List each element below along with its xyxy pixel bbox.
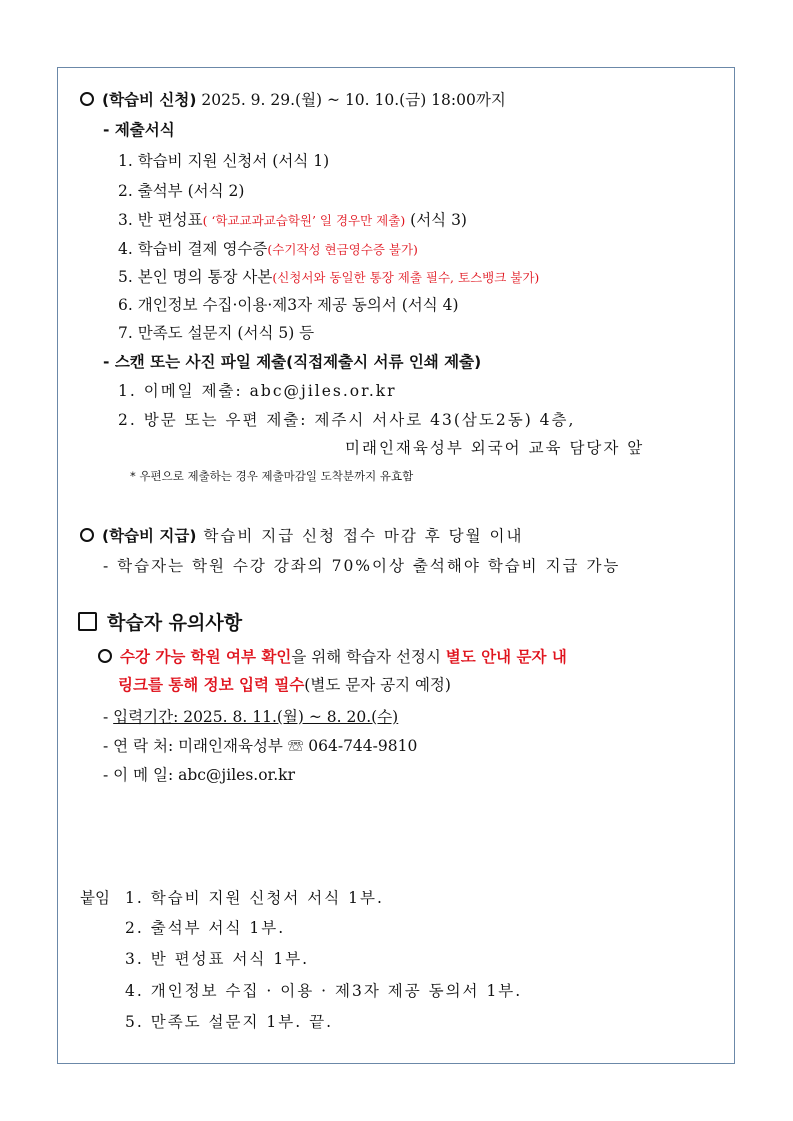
- attachment-label: 붙임: [80, 889, 110, 907]
- scan-heading: - 스캔 또는 사진 파일 제출(직접제출시 서류 인쇄 제출): [103, 353, 482, 371]
- email-line: - 이 메 일: abc@jiles.or.kr: [103, 766, 295, 784]
- attachment-item: 4. 개인정보 수집 · 이용 · 제3자 제공 동의서 1부.: [125, 982, 523, 1000]
- submit-method: 1. 이메일 제출: abc@jiles.or.kr: [118, 382, 397, 400]
- circle-bullet-icon: [80, 528, 94, 542]
- form-note: ( ‘학교교과교습학원’ 일 경우만 제출): [202, 213, 406, 228]
- form-item: 4. 학습비 결제 영수증(수기작성 현금영수증 불가): [118, 240, 418, 258]
- payment-title: (학습비 지급): [102, 527, 197, 545]
- payment-desc: 학습비 지급 신청 접수 마감 후 당월 이내: [203, 527, 524, 545]
- application-heading: [80, 89, 506, 111]
- form-item: 2. 출석부 (서식 2): [118, 182, 245, 200]
- form-item: 5. 본인 명의 통장 사본(신청서와 동일한 통장 제출 필수, 토스뱅크 불가): [118, 268, 540, 286]
- forms-heading: - 제출서식: [103, 121, 175, 139]
- notes-item-cont: 링크를 통해 정보 입력 필수(별도 문자 공지 예정): [118, 676, 451, 694]
- notes-item: 수강 가능 학원 여부 확인을 위해 학습자 선정시 별도 안내 문자 내: [98, 646, 567, 668]
- input-period: - 입력기간: 2025. 8. 11.(월) ~ 8. 20.(수): [103, 708, 399, 726]
- payment-heading: [80, 525, 523, 547]
- application-title: (학습비 신청): [102, 91, 197, 109]
- form-item: 6. 개인정보 수집·이용·제3자 제공 동의서 (서식 4): [118, 296, 459, 314]
- mail-note: * 우편으로 제출하는 경우 제출마감일 도착분까지 유효함: [130, 469, 414, 483]
- form-item: 7. 만족도 설문지 (서식 5) 등: [118, 324, 315, 342]
- form-note: (수기작성 현금영수증 불가): [267, 242, 418, 257]
- notes-heading: [78, 612, 242, 634]
- form-note: (신청서와 동일한 통장 제출 필수, 토스뱅크 불가): [272, 270, 540, 285]
- address-continuation: 미래인재육성부 외국어 교육 담당자 앞: [345, 439, 645, 457]
- attachment-item: 1. 학습비 지원 신청서 서식 1부.: [125, 889, 384, 907]
- payment-condition: - 학습자는 학원 수강 강좌의 70%이상 출석해야 학습비 지급 가능: [103, 557, 621, 575]
- notes-title: 학습자 유의사항: [107, 612, 243, 634]
- circle-bullet-icon: [98, 649, 112, 663]
- contact-line: - 연 락 처: 미래인재육성부 ☏ 064-744-9810: [103, 737, 418, 755]
- attachment-item: 3. 반 편성표 서식 1부.: [125, 950, 310, 968]
- form-item: 3. 반 편성표( ‘학교교과교습학원’ 일 경우만 제출) (서식 3): [118, 211, 467, 229]
- submit-method: 2. 방문 또는 우편 제출: 제주시 서사로 43(삼도2동) 4층,: [118, 411, 576, 429]
- attachment-item: 5. 만족도 설문지 1부. 끝.: [125, 1013, 333, 1031]
- application-period: 2025. 9. 29.(월) ~ 10. 10.(금) 18:00까지: [201, 91, 506, 109]
- attachment-item: 2. 출석부 서식 1부.: [125, 919, 286, 937]
- square-bullet-icon: [78, 612, 97, 631]
- form-item: 1. 학습비 지원 신청서 (서식 1): [118, 152, 330, 170]
- circle-bullet-icon: [80, 92, 94, 106]
